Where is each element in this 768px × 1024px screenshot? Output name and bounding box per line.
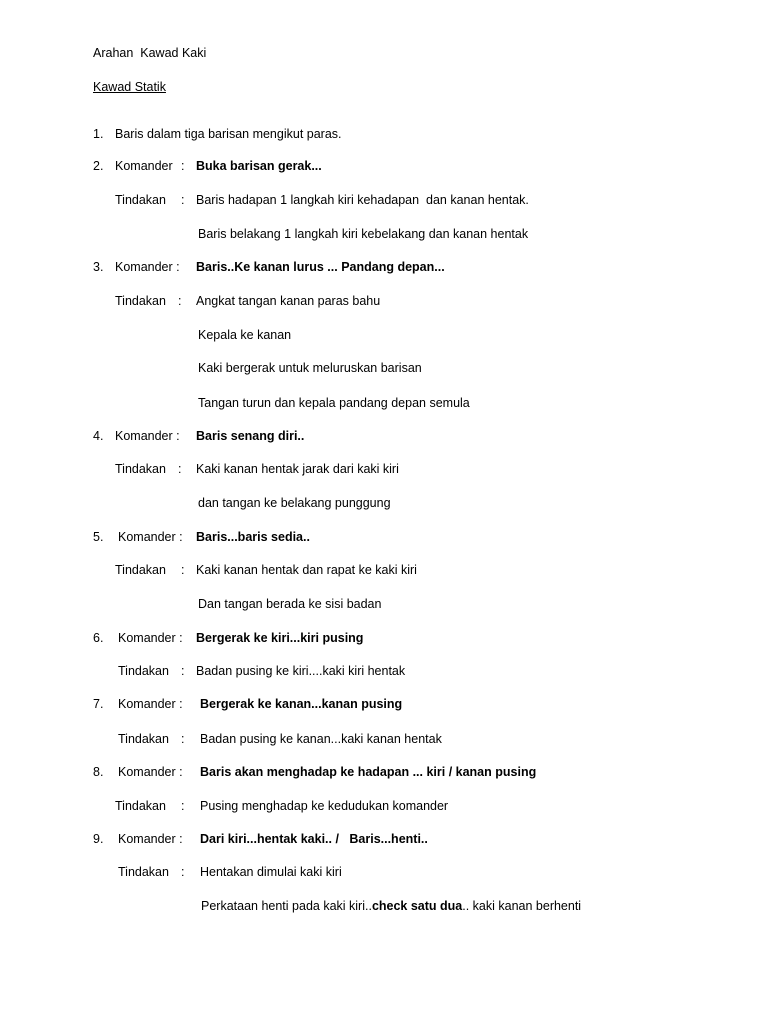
tindakan-line: Kaki kanan hentak jarak dari kaki kiri	[196, 462, 399, 476]
komander-label: Komander :	[115, 429, 180, 443]
komander-command: Dari kiri...hentak kaki.. / Baris...henti..	[200, 832, 428, 846]
komander-command: Bergerak ke kiri...kiri pusing	[196, 631, 364, 645]
tindakan-line: dan tangan ke belakang punggung	[198, 496, 391, 510]
tindakan-line: Pusing menghadap ke kedudukan komander	[200, 799, 449, 813]
komander-command: Baris senang diri..	[196, 429, 305, 443]
colon: :	[181, 159, 185, 173]
item-number: 3.	[93, 260, 104, 274]
tindakan-line: Badan pusing ke kiri....kaki kiri hentak	[196, 664, 406, 678]
komander-label: Komander	[115, 159, 173, 173]
tindakan-label: Tindakan	[115, 462, 166, 476]
tindakan-label: Tindakan	[115, 193, 166, 207]
tindakan-label: Tindakan	[115, 294, 166, 308]
tindakan-line: Dan tangan berada ke sisi badan	[198, 597, 382, 611]
tindakan-line: Tangan turun dan kepala pandang depan semula	[198, 396, 470, 410]
colon: :	[178, 462, 182, 476]
tindakan-text-pre: Perkataan henti pada kaki kiri..	[201, 899, 372, 913]
tindakan-line: Kepala ke kanan	[198, 328, 292, 342]
tindakan-label: Tindakan	[118, 732, 169, 746]
item-text: Baris dalam tiga barisan mengikut paras.	[115, 127, 342, 141]
section-heading: Kawad Statik	[93, 80, 166, 94]
colon: :	[181, 563, 185, 577]
komander-label: Komander :	[115, 260, 180, 274]
item-number: 9.	[93, 832, 104, 846]
item-number: 4.	[93, 429, 104, 443]
tindakan-label: Tindakan	[118, 664, 169, 678]
item-number: 6.	[93, 631, 104, 645]
tindakan-label: Tindakan	[115, 563, 166, 577]
colon: :	[181, 193, 185, 207]
komander-label: Komander :	[118, 832, 183, 846]
colon: :	[178, 294, 182, 308]
colon: :	[181, 799, 185, 813]
tindakan-line: Angkat tangan kanan paras bahu	[196, 294, 381, 308]
tindakan-line: Kaki bergerak untuk meluruskan barisan	[198, 361, 422, 375]
komander-command: Bergerak ke kanan...kanan pusing	[200, 697, 403, 711]
tindakan-line: Baris hadapan 1 langkah kiri kehadapan dan kanan hentak.	[196, 193, 529, 207]
komander-label: Komander :	[118, 697, 183, 711]
tindakan-line: Hentakan dimulai kaki kiri	[200, 865, 342, 879]
colon: :	[181, 865, 185, 879]
tindakan-label: Tindakan	[118, 865, 169, 879]
item-number: 5.	[93, 530, 104, 544]
tindakan-line: Badan pusing ke kanan...kaki kanan hentak	[200, 732, 442, 746]
item-number: 8.	[93, 765, 104, 779]
item-number: 1.	[93, 127, 104, 141]
colon: :	[181, 664, 185, 678]
tindakan-text-post: .. kaki kanan berhenti	[462, 899, 582, 913]
document-title: Arahan Kawad Kaki	[93, 46, 207, 60]
komander-label: Komander :	[118, 631, 183, 645]
item-number: 2.	[93, 159, 104, 173]
tindakan-line	[201, 898, 581, 914]
item-number: 7.	[93, 697, 104, 711]
komander-label: Komander :	[118, 765, 183, 779]
colon: :	[181, 732, 185, 746]
komander-command: Baris...baris sedia..	[196, 530, 310, 544]
komander-command: Buka barisan gerak...	[196, 159, 322, 173]
tindakan-line: Baris belakang 1 langkah kiri kebelakang dan kanan hentak	[198, 227, 529, 241]
tindakan-label: Tindakan	[115, 799, 166, 813]
tindakan-text-emphasis: check satu dua	[371, 899, 463, 913]
komander-command: Baris..Ke kanan lurus ... Pandang depan...	[196, 260, 445, 274]
komander-label: Komander :	[118, 530, 183, 544]
tindakan-line: Kaki kanan hentak dan rapat ke kaki kiri	[196, 563, 417, 577]
komander-command: Baris akan menghadap ke hadapan ... kiri / kanan pusing	[200, 765, 537, 779]
